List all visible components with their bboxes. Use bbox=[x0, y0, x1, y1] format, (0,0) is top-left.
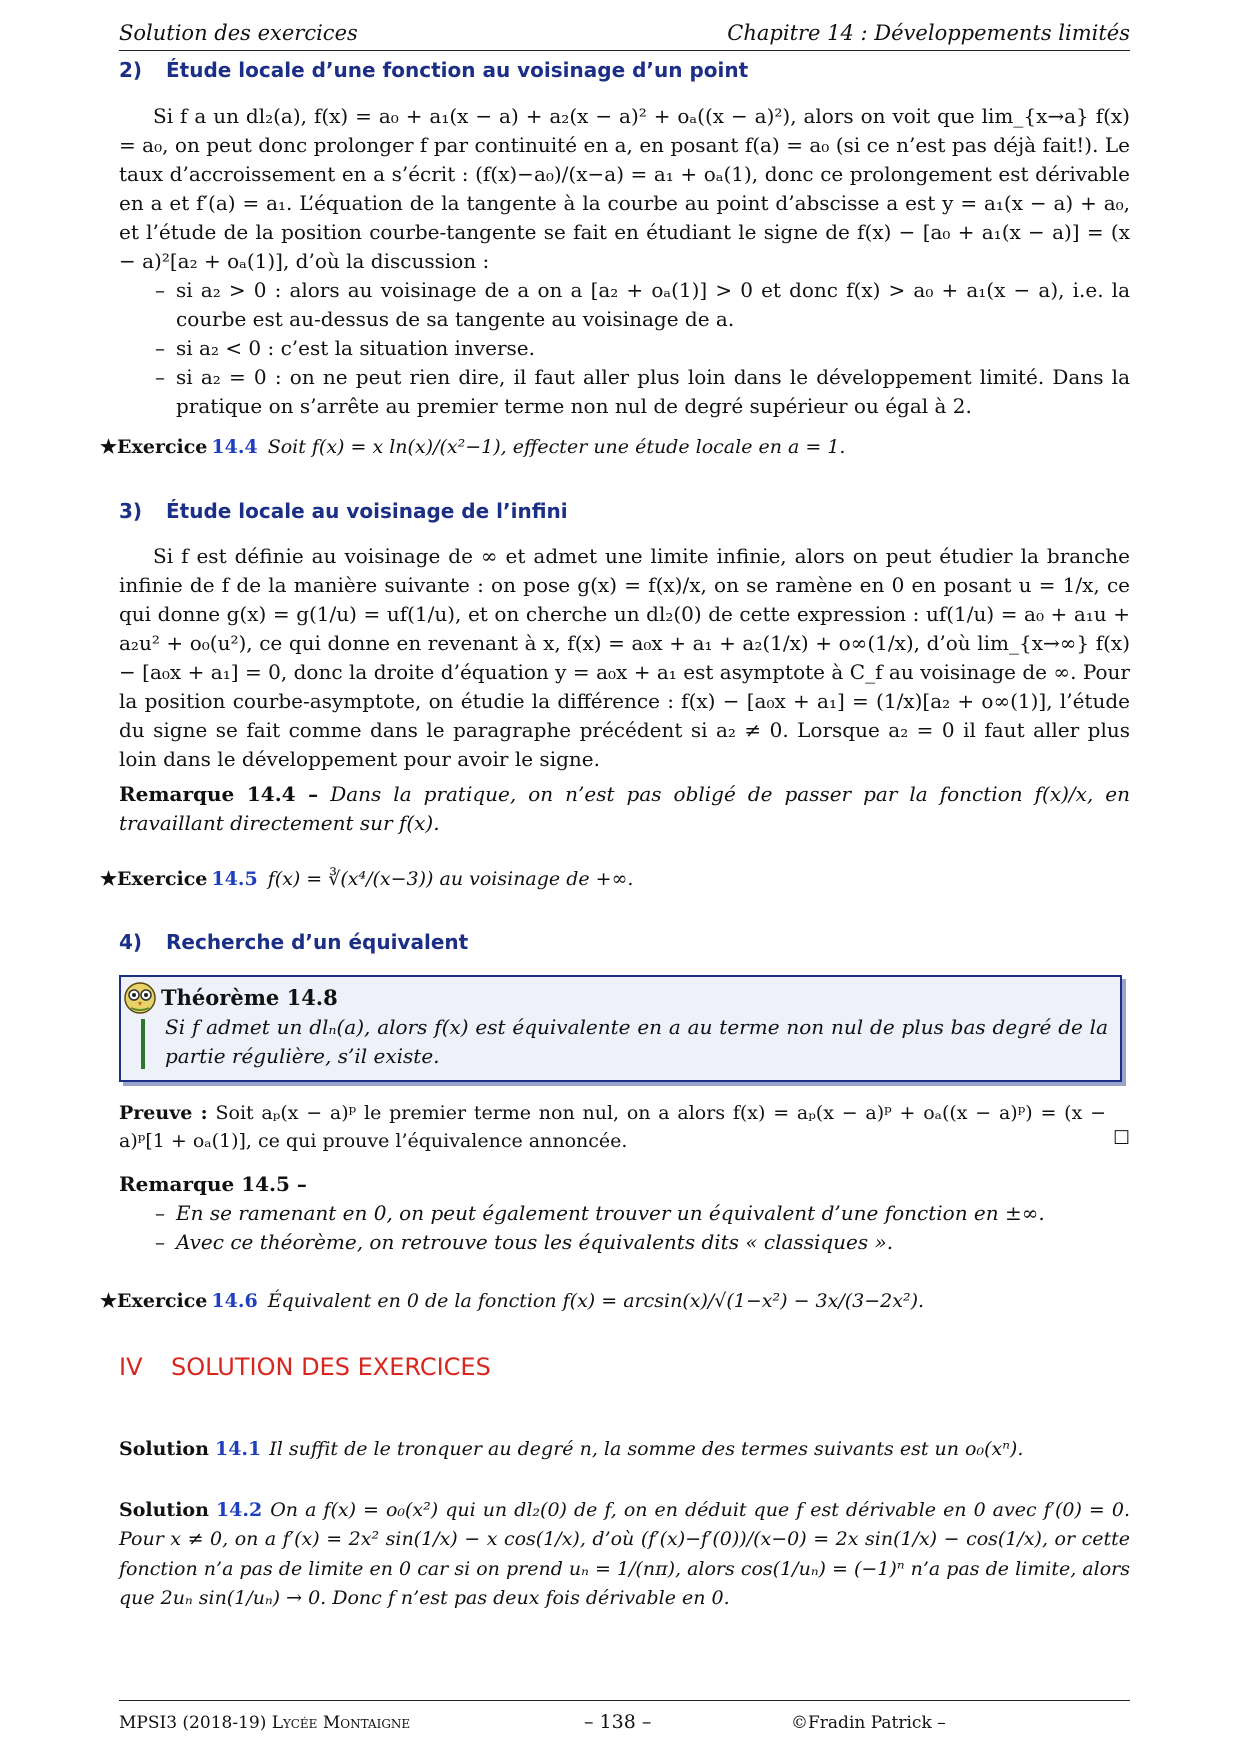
page-footer bbox=[119, 1700, 1130, 1733]
exercise-text: Équivalent en 0 de la fonction f(x) = arcsin(x)/√(1−x²) − 3x/(3−2x²). bbox=[267, 1290, 925, 1312]
theorem-box bbox=[119, 975, 1122, 1082]
solution-text: Il suffit de le tronquer au degré n, la somme des termes suivants est un o₀(xⁿ). bbox=[269, 1438, 1024, 1460]
remark-label: Remarque 14.4 – bbox=[119, 782, 319, 806]
exercise-number-link[interactable]: 14.6 bbox=[211, 1290, 258, 1312]
section-iv-title: SOLUTION DES EXERCICES bbox=[171, 1353, 491, 1381]
remark-14-4 bbox=[119, 780, 1130, 838]
exercise-label: Exercice bbox=[117, 436, 208, 458]
exercise-14-4 bbox=[100, 434, 1130, 462]
solution-14-1 bbox=[119, 1436, 1130, 1464]
page-number: – 138 – bbox=[584, 1711, 652, 1733]
section-3-heading bbox=[119, 497, 568, 526]
header-left: Solution des exercices bbox=[119, 21, 358, 45]
section-2-paragraph: Si f a un dl₂(a), f(x) = a₀ + a₁(x − a) + a₂(x − a)² + oₐ((x − a)²), alors on voit que lim_{x→a} f(x) = a₀, on peut donc prolonger f par continuité en a, en posant f(a) = a₀ (si ce n’est pas déjà fait!). Le taux d’accroissement en a s’écrit : (f(x)−a₀)/(x−a) = a₁ + oₐ(1), donc ce prolongement est dérivable en a et f′(a) = a₁. L’équation de la tangente à la courbe au point d’abscisse a est y = a₁(x − a) + a₀, et l’étude de la position courbe-tangente se fait en étudiant le signe de f(x) − [a₀ + a₁(x − a)] = (x − a)²[a₂ + oₐ(1)], d’où la discussion : bbox=[119, 104, 1130, 273]
remark-label: Remarque 14.5 – bbox=[119, 1172, 307, 1196]
remark-list bbox=[119, 1199, 1130, 1257]
remark-text: Dans la pratique, on n’est pas obligé de passer par la fonction f(x)/x, en travaillant directement sur f(x). bbox=[119, 782, 1131, 835]
list-item: – Avec ce théorème, on retrouve tous les équivalents dits « classiques ». bbox=[119, 1228, 1130, 1257]
exercise-text: Soit f(x) = x ln(x)/(x²−1), effecter une étude locale en a = 1. bbox=[267, 436, 846, 458]
footer-left: MPSI3 (2018-19) Lycée Montaigne bbox=[119, 1713, 411, 1733]
section-3-title: Étude locale au voisinage de l’infini bbox=[166, 499, 568, 523]
section-2-heading bbox=[119, 56, 748, 85]
theorem-title: Théorème 14.8 bbox=[161, 985, 338, 1010]
star-icon: ★ bbox=[100, 1290, 118, 1312]
running-header bbox=[119, 18, 1130, 51]
proof-text: Soit aₚ(x − a)ᵖ le premier terme non nul, on a alors f(x) = aₚ(x − a)ᵖ + oₐ((x − a)ᵖ) = (x − a)ᵖ[1 + oₐ(1)], ce qui prouve l’équivalence annoncée. bbox=[119, 1102, 1106, 1152]
section-4-number: 4) bbox=[119, 930, 143, 954]
section-4-heading bbox=[119, 928, 468, 957]
list-item: – si a₂ = 0 : on ne peut rien dire, il faut aller plus loin dans le développement limité. Dans la pratique on s’arrête au premier terme non nul de degré supérieur ou égal à 2. bbox=[119, 363, 1130, 421]
theorem-side-bar bbox=[141, 1019, 145, 1069]
section-iv-number: IV bbox=[119, 1353, 143, 1381]
list-item: – si a₂ < 0 : c’est la situation inverse. bbox=[119, 334, 1130, 363]
solution-14-2 bbox=[119, 1496, 1130, 1614]
exercise-label: Exercice bbox=[117, 868, 208, 890]
exercise-number-link[interactable]: 14.4 bbox=[211, 436, 258, 458]
solution-text: On a f(x) = o₀(x²) qui un dl₂(0) de f, on en déduit que f est dérivable en 0 avec f′(0) = 0. Pour x ≠ 0, on a f′(x) = 2x² sin(1/x) − x cos(1/x), d’où (f′(x)−f′(0))/(x−0) = 2x sin(1/x) − cos(1/x), or cette fonction n’a pas de limite en 0 car si on prend uₙ = 1/(nπ), alors cos(1/uₙ) = (−1)ⁿ n’a pas de limite, alors que 2uₙ sin(1/uₙ) → 0. Donc f n’est pas deux fois dérivable en 0. bbox=[119, 1499, 1130, 1610]
proof-block bbox=[119, 1100, 1130, 1155]
exercise-14-6 bbox=[100, 1288, 1130, 1316]
owl-icon bbox=[123, 981, 157, 1015]
exercise-text: f(x) = ∛(x⁴/(x−3)) au voisinage de +∞. bbox=[267, 868, 634, 890]
section-3-number: 3) bbox=[119, 499, 143, 523]
solution-number-link[interactable]: 14.1 bbox=[214, 1438, 262, 1460]
section-2-title: Étude locale d’une fonction au voisinage d’un point bbox=[166, 58, 749, 82]
star-icon: ★ bbox=[100, 436, 118, 458]
exercise-label: Exercice bbox=[117, 1290, 208, 1312]
proof-label: Preuve : bbox=[119, 1102, 208, 1124]
section-3-paragraph: Si f est définie au voisinage de ∞ et admet une limite infinie, alors on peut étudier la branche infinie de f de la manière suivante : on pose g(x) = f(x)/x, on se ramène en 0 en posant u = 1/x, ce qui donne g(x) = g(1/u) = uf(1/u), et on cherche un dl₂(0) de cette expression : uf(1/u) = a₀ + a₁u + a₂u² + o₀(u²), ce qui donne en revenant à x, f(x) = a₀x + a₁ + a₂(1/x) + o∞(1/x), d’où lim_{x→∞} f(x) − [a₀x + a₁] = 0, donc la droite d’équation y = a₀x + a₁ est asymptote à C_f au voisinage de ∞. Pour la position courbe-asymptote, on étudie la différence : f(x) − [a₀x + a₁] = (1/x)[a₂ + o∞(1)], l’étude du signe se fait comme dans le paragraphe précédent si a₂ ≠ 0. Lorsque a₂ = 0 il faut aller plus loin dans le développement pour avoir le signe. bbox=[119, 544, 1130, 771]
qed-icon: ☐ bbox=[1112, 1126, 1130, 1149]
theorem-statement: Si f admet un dlₙ(a), alors f(x) est équivalente en a au terme non nul de plus bas degré de la partie régulière, s’il existe. bbox=[165, 1015, 1108, 1068]
remark-14-5 bbox=[119, 1170, 1130, 1257]
list-item: – si a₂ > 0 : alors au voisinage de a on a [a₂ + oₐ(1)] > 0 et donc f(x) > a₀ + a₁(x − a), i.e. la courbe est au-dessus de sa tangente au voisinage de a. bbox=[119, 276, 1130, 334]
exercise-14-5 bbox=[100, 866, 1130, 894]
solution-label: Solution bbox=[119, 1438, 209, 1460]
section-4-title: Recherche d’un équivalent bbox=[166, 930, 469, 954]
solution-label: Solution bbox=[119, 1499, 209, 1521]
section-3-body bbox=[119, 542, 1130, 838]
section-2-number: 2) bbox=[119, 58, 143, 82]
discussion-list bbox=[119, 276, 1130, 421]
list-item: – En se ramenant en 0, on peut également trouver un équivalent d’une fonction en ±∞. bbox=[119, 1199, 1130, 1228]
star-icon: ★ bbox=[100, 868, 118, 890]
solution-number-link[interactable]: 14.2 bbox=[215, 1499, 263, 1521]
header-right: Chapitre 14 : Développements limités bbox=[727, 21, 1130, 45]
section-2-body bbox=[119, 102, 1130, 421]
exercise-number-link[interactable]: 14.5 bbox=[211, 868, 258, 890]
section-iv-heading bbox=[119, 1350, 491, 1385]
footer-right: ©Fradin Patrick – bbox=[791, 1713, 946, 1733]
